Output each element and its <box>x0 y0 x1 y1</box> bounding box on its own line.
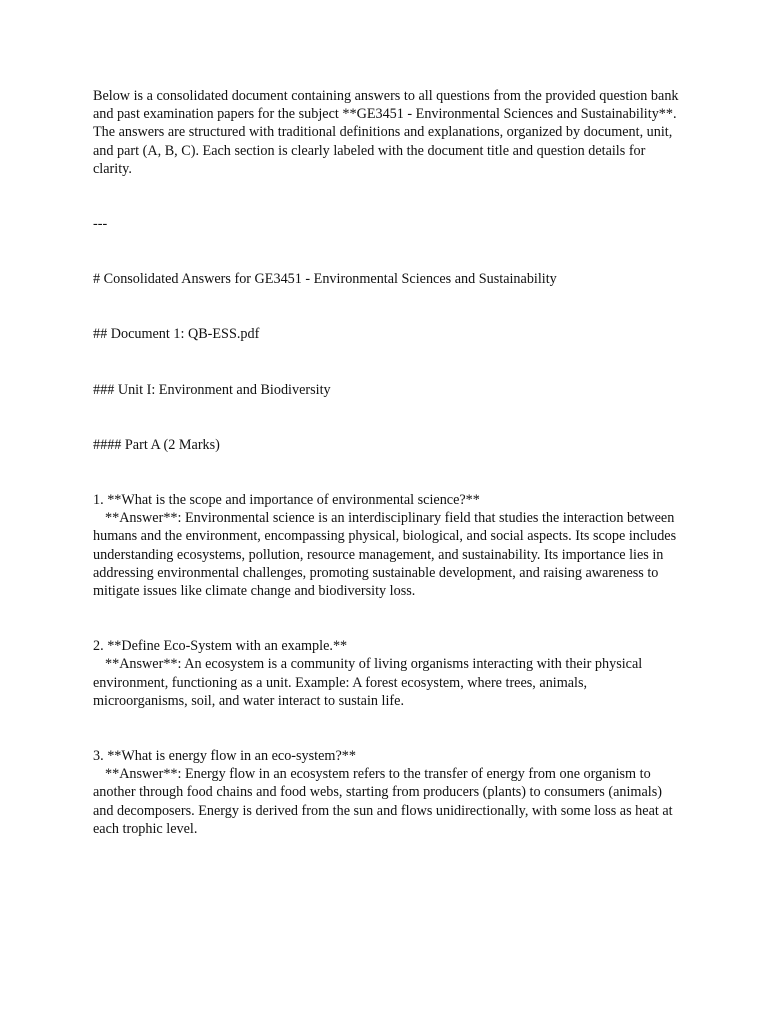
unit-heading: ### Unit I: Environment and Biodiversity <box>93 381 331 398</box>
answer-text: **Answer**: Energy flow in an ecosystem refers to the transfer of energy from one organism to another through food chains and food webs, starting from producers (plants) to consumers (animals) and decomposers. Energy is derived from the sun and flows unidirectionally, with some loss as heat at each trophic level. <box>93 766 673 837</box>
question-block-1 <box>93 491 683 600</box>
document-section-heading: ## Document 1: QB-ESS.pdf <box>93 326 260 343</box>
answer-text: **Answer**: Environmental science is an interdisciplinary field that studies the interaction between humans and the environment, encompassing physical, biological, and social aspects. Its scope includes understanding ecosystems, pollution, resource management, and sustainability. Its importance lies in addressing environmental challenges, promoting sustainable development, and raising awareness to mitigate issues like climate change and biodiversity loss. <box>93 510 677 600</box>
question-block-2 <box>93 637 683 710</box>
document-page <box>93 87 683 838</box>
question-text: 2. **Define Eco-System with an example.** <box>93 638 348 655</box>
document-title-heading: # Consolidated Answers for GE3451 - Environmental Sciences and Sustainability <box>93 271 557 288</box>
intro-paragraph: Below is a consolidated document containing answers to all questions from the provided question bank and past examination papers for the subject **GE3451 - Environmental Sciences and Sustainability**. The answers are structured with traditional definitions and explanations, organized by document, unit, and part (A, B, C). Each section is clearly labeled with the document title and question details for clarity. <box>93 88 679 177</box>
separator-line: --- <box>93 216 108 233</box>
part-heading: #### Part A (2 Marks) <box>93 436 220 453</box>
question-text: 3. **What is energy flow in an eco-system?** <box>93 748 356 765</box>
question-text: 1. **What is the scope and importance of environmental science?** <box>93 492 480 509</box>
question-block-3 <box>93 747 683 838</box>
answer-text: **Answer**: An ecosystem is a community of living organisms interacting with their physical environment, functioning as a unit. Example: A forest ecosystem, where trees, animals, microorganisms, soil, and water interact to sustain life. <box>93 656 643 709</box>
